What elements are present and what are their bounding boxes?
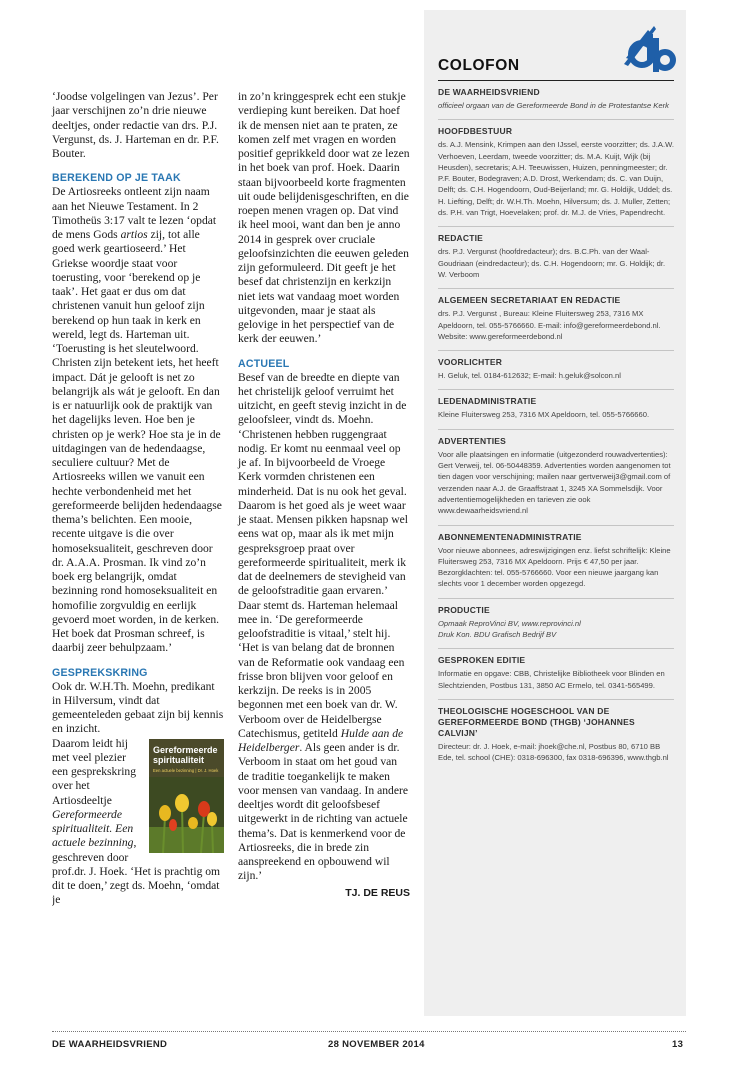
colofon-section-heading: HOOFDBESTUUR [438,126,513,137]
subheading-gesprekskring: GESPREKSKRING [52,666,148,679]
colofon-title: COLOFON [438,57,520,74]
footer-page-number: 13 [672,1039,684,1050]
colofon-section [438,598,674,641]
daar-paragraph: Daar stemt ds. Harteman helemaal mee in. ‘De gereformeerde geloofstraditie is vitaal,’ stelt hij. ‘Het is van belang dat de bronnen van de Reformatie ook vandaag een frisse bron blijven voor geloof en kerkzijn. De reeks is in 2005 begonnen met een boek van dr. W. Verboom over de Heidelbergse Catechismus, getiteld Hulde aan de Heidelberger. Als geen ander is dr. Verboom in staat om het goud van de traditie toegankelijk te maken voor mensen van vandaag. In andere deeltjes wordt dit geloofsbesef uitgewerkt in de richting van actuele thema’s. Dat is kenmerkend voor de Artiosreeks, die in brede zin aanspreekend en opbouwend wil zijn.’ [238,598,408,883]
colofon-section [438,525,674,590]
colofon-section-heading: REDACTIE [438,233,484,244]
subheading-berekend: BEREKEND OP JE TAAK [52,172,181,185]
article-column-1 [52,90,224,908]
kring-paragraph: in zo’n kringgesprek echt een stukje verdieping kunt bereiken. Dat hoef ik de mensen niet aan te praten, ze komen zelf met vragen en worden positief geprikkeld door wat ze lezen in het boek van prof. Hoek. Daarin staan bijvoorbeeld korte fragmenten uit oude belijdenisgeschriften, en die roepen menen vragen op. Dat vind ik heel mooi, want dan ben je anno 2014 in gesprek over cruciale geloofsinzichten die eeuwen geleden zijn geformuleerd. Dit geeft je het besef dat christenzijn en kerkzijn niet iets wat vandaag moet worden uitgevonden, maar je staat als gelovige in het perspectief van de kerk der eeuwen.’ [238,90,410,346]
colofon-section-text: officieel orgaan van de Gereformeerde Bond in de Protestantse Kerk [438,101,669,110]
colofon-section-heading: VOORLICHTER [438,357,503,368]
colofon-section [438,119,674,218]
footer-publication: DE WAARHEIDSVRIEND [52,1039,168,1050]
actueel-paragraph: Besef van de breedte en diepte van het christelijk geloof verruimt het uitzicht, en geeft stevig inzicht in de geloofsleer, vindt ds. Moehn. ‘Christenen hebben ruggengraat nodig. Er komt nu eenmaal veel op je af. In bijvoorbeeld de Vroege Kerk vormden christenen een minderheid. Dat is nu ook het geval. Daarom is het goed als je weet waar je staat. Mensen pikken hapsnap wel eens wat op, maar als ik met mijn gespreksgroep praat over gereformeerde spiritualiteit, merk ik dat de deelnemers de stevigheid van de geloofstraditie gaan ervaren.’ [238,370,408,598]
colofon-section-heading: ALGEMEEN SECRETARIAAT EN REDACTIE [438,295,621,306]
colofon-section-text: Directeur: dr. J. Hoek, e-mail: jhoek@che.nl, Postbus 80, 6710 BB Ede, tel. school (CHE): 0318-696300, fax 0318-696396, www.thgb.nl [438,741,669,763]
berekend-paragraph: De Artiosreeks ontleent zijn naam aan het Nieuwe Testament. In 2 Timotheüs 3:17 valt te lezen ‘opdat de mens Gods artios zij, tot alle goed werk geartioseerd.’ Het Griekse woordje staat voor toerusting, voor ‘berekend op je taak’. Het gaat er dus om dat christenen vanuit hun geloof zijn berekend op hun taak in kerk en wereld, legt ds. Harteman uit. ‘Toerusting is het sleutelwoord. Christen zijn betekent iets, het heeft impact. Dát je gelooft is net zo belangrijk als wát je gelooft. En dan is er natuurlijk ook de praktijk van het dagelijks leven. Hoe ben je christen op je werk? Hoe sta je in de uitdagingen van de hedendaagse, seculiere cultuur? Met de Artiosreeks willen we vanuit een hechte verbondenheid met het gereformeerde belijden hedendaagse thema’s belichten. Een mooie, recente uitgave is die over homoseksualiteit, geschreven door dr. A.A.A. Prosman. Ik vind zo’n boek erg belangrijk, omdat bezinning rond homoseksualiteit en homofilie zorgvuldig en eerlijk gevoerd moet worden, in de kerken. Het boek dat Prosman schreef, is daarbij zeer behulpzaam.’ [52,185,222,655]
colofon-panel [424,10,686,1016]
subheading-actueel: ACTUEEL [238,357,290,370]
colofon-section-heading: ADVERTENTIES [438,435,507,446]
colofon-section-heading: GESPROKEN EDITIE [438,655,526,666]
colofon-section-heading: ABONNEMENTENADMINISTRATIE [438,531,582,542]
tulips-illustration [149,777,224,853]
gesprek-paragraph: Ook dr. W.H.Th. Moehn, predikant in Hilversum, vindt dat gemeenteleden gebaat zijn bij kennis en inzicht. [52,679,224,736]
colofon-section-text: drs. P.J. Vergunst (hoofdredacteur); drs. B.C.Ph. van der Waal-Goudriaan (eindredacteur); ds. C.H. Hogendoorn; mr. G. Holdijk; dr. W. Verboom [438,247,666,279]
author-signature: TJ. DE REUS [345,886,410,899]
colofon-section-text: Kleine Fluitersweg 253, 7316 MX Apeldoorn, tel. 055-5766660. [438,410,650,420]
colofon-section-text: ds. A.J. Mensink, Krimpen aan den IJssel, eerste voorzitter; ds. J.A.W. Verhoeven, Leerdam, tweede voorzitter; ds. M.A. Kuijt, Wijk (bij Heusden), secretaris; A.H. Teeuwissen, Huizen, penningmeester; dr. P.F. Bouter, Bodegraven; A.D. Drost, Werkendam; ds. C. van Duijn, Delft; ds. C.H. Hogendoorn, Oud-Beijerland; mr. G. Holdijk, Uddel; ds. H. Liefting, Delft; dr. W.H.Th. Moehn, Hilversum; ds. J. Muller, Zetten; ds. P.H. van Trigt, Hoevelaken; prof. dr. M.J. de Vries, Papendrecht. [438,140,674,218]
footer-divider [52,1031,686,1032]
colofon-section [438,699,674,764]
colofon-section [438,288,674,342]
colofon-section [438,389,674,420]
colofon-sections [438,80,674,764]
colofon-section [438,350,674,381]
colofon-section-text: Voor nieuwe abonnees, adreswijzigingen enz. liefst schriftelijk: Kleine Fluitersweg 253, 7316 MX Apeldoorn. Prijs € 47,50 per jaar. Bezorgklachten: tel. 055-5766660. Voor een nieuwe jaargang kan slechts voor 1 december worden opgezegd. [438,545,671,589]
colofon-section [438,80,674,111]
colofon-section-text: H. Geluk, tel. 0184-612632; E-mail: h.geluk@solcon.nl [438,371,621,381]
intro-paragraph: ‘Joodse volgelingen van Jezus’. Per jaar verschijnen zo’n drie nieuwe deeltjes, onder redactie van drs. P.J. Vergunst, ds. J. Harteman en dr. P.F. Bouter. [52,90,219,160]
book-wrap [52,737,224,908]
colofon-section [438,226,674,280]
daarom-paragraph: Daarom leidt hij met veel plezier een gesprekskring over het Artiosdeeltje Gereformeerde spiritualiteit. Een actuele bezinning, geschreven door prof.dr. J. Hoek. ‘Het is prachtig om dit te doen,’ zegt ds. Moehn, ‘omdat je [52,736,221,907]
colofon-section-text: Opmaak ReproVinci BV, www.reprovinci.nl Druk Kon. BDU Grafisch Bedrijf BV [438,618,581,640]
gb-logo-icon [620,24,676,76]
colofon-section-text: drs. P.J. Vergunst , Bureau: Kleine Fluitersweg 253, 7316 MX Apeldoorn, tel. 055-5766660. E-mail: info@gereformeerdebond.nl. Website: www.gereformeerdebond.nl [438,309,661,341]
colofon-section-text: Informatie en opgave: CBB, Christelijke Bibliotheek voor Blinden en Slechtzienden, Postbus 131, 3850 AC Ermelo, tel. 0341-565499. [438,669,665,690]
book-subtitle: Een actuele bezinning | Dr. J. Hoek [153,767,219,773]
article-column-2 [238,90,410,900]
colofon-section-heading: LEDENADMINISTRATIE [438,396,537,407]
footer-date: 28 NOVEMBER 2014 [328,1039,425,1050]
colofon-section-heading: DE WAARHEIDSVRIEND [438,87,540,97]
colofon-section-heading: THEOLOGISCHE HOGESCHOOL VAN DE GEREFORMEERDE BOND (THGB) ‘JOHANNES CALVIJN’ [438,705,635,738]
colofon-section [438,429,674,517]
book-cover-image [149,739,224,853]
colofon-section [438,648,674,691]
book-title: Gereformeerde spiritualiteit [153,744,218,765]
colofon-content [438,56,674,764]
colofon-section-text: Voor alle plaatsingen en informatie (uitgezonderd rouwadvertenties): Gert Verweij, tel. 06-50448359. Advertenties worden aangenomen tot tien dagen voor verschijning; mailen naar gertverweij3@gmail.com of verzenden naar A.J. de Graaffstraat 1, 3245 XA Sommelsdijk. Voor advertentiemogelijkheden en tarieven zie ook www.dewaarheidsvriend.nl [438,449,671,516]
colofon-section-heading: PRODUCTIE [438,604,490,615]
